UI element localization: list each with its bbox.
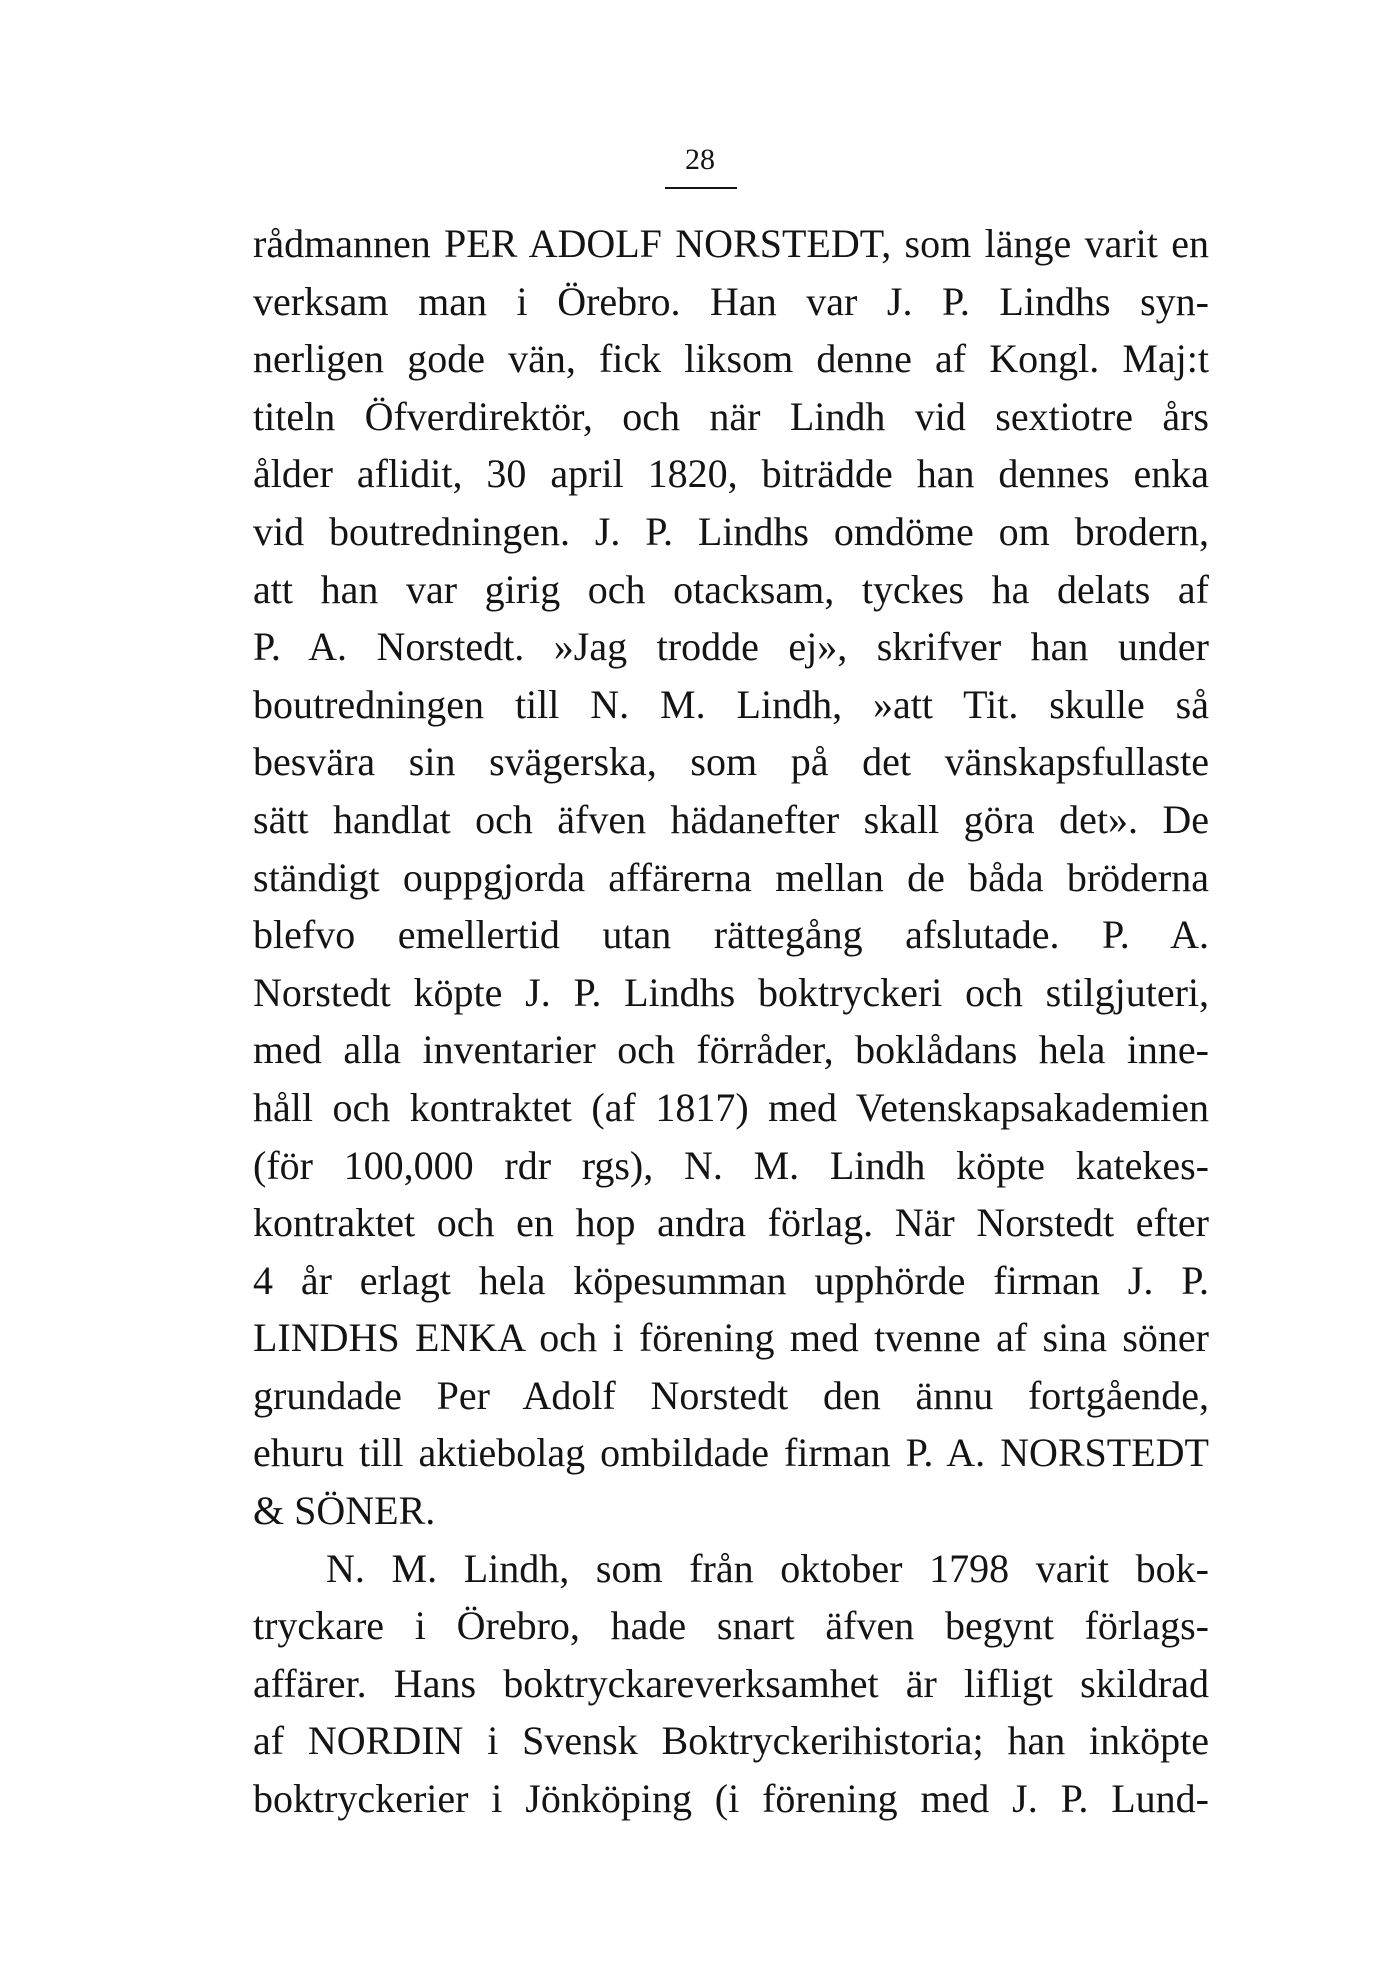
text-line: boutredningen till N. M. Lindh, »att Tit. skulle så: [253, 681, 1209, 727]
text-line: LINDHS ENKA och i förening med tvenne af sina söner: [253, 1315, 1209, 1361]
text-line-paragraph-start: N. M. Lindh, som från oktober 1798 varit bok-: [326, 1545, 1209, 1591]
text-line: håll och kontraktet (af 1817) med Vetenskapsakademien: [253, 1084, 1209, 1130]
text-line-paragraph-end: & SÖNER.: [253, 1488, 436, 1534]
text-line: sätt handlat och äfven hädanefter skall göra det». De: [253, 796, 1209, 842]
text-line: grundade Per Adolf Norstedt den ännu fortgående,: [253, 1372, 1209, 1418]
text-line: besvära sin svägerska, som på det vänskapsfullaste: [253, 739, 1209, 785]
text-line: ålder aflidit, 30 april 1820, biträdde han dennes enka: [253, 451, 1209, 497]
text-body: [253, 215, 1209, 1828]
page-number-rule: [665, 187, 737, 189]
text-line: 4 år erlagt hela köpesumman upphörde firman J. P.: [253, 1257, 1209, 1303]
text-line: nerligen gode vän, fick liksom denne af Kongl. Maj:t: [253, 336, 1209, 382]
text-line: boktryckerier i Jönköping (i förening med J. P. Lund-: [253, 1776, 1209, 1822]
text-line: rådmannen PER ADOLF NORSTEDT, som länge varit en: [253, 221, 1209, 266]
text-line: tryckare i Örebro, hade snart äfven begynt förlags-: [253, 1603, 1209, 1649]
text-line: P. A. Norstedt. »Jag trodde ej», skrifver han under: [253, 624, 1209, 670]
text-line: Norstedt köpte J. P. Lindhs boktryckeri och stilgjuteri,: [253, 969, 1209, 1015]
text-line: ehuru till aktiebolag ombildade firman P. A. NORSTEDT: [253, 1430, 1209, 1476]
text-line: af NORDIN i Svensk Boktryckerihistoria; han inköpte: [253, 1718, 1209, 1764]
text-line: blefvo emellertid utan rättegång afslutade. P. A.: [253, 912, 1209, 958]
text-line: med alla inventarier och förråder, boklådans hela inne-: [253, 1027, 1209, 1073]
text-line: affärer. Hans boktryckareverksamhet är lifligt skildrad: [253, 1660, 1209, 1706]
text-line: verksam man i Örebro. Han var J. P. Lindhs syn-: [253, 278, 1209, 324]
text-line: vid boutredningen. J. P. Lindhs omdöme om brodern,: [253, 508, 1209, 554]
text-line: att han var girig och otacksam, tyckes ha delats af: [253, 566, 1209, 612]
text-line: ständigt ouppgjorda affärerna mellan de båda bröderna: [253, 854, 1209, 900]
text-line: (för 100,000 rdr rgs), N. M. Lindh köpte katekes-: [253, 1142, 1209, 1188]
text-line: kontraktet och en hop andra förlag. När Norstedt efter: [253, 1200, 1209, 1246]
page-number: 28: [685, 143, 715, 176]
text-line: titeln Öfverdirektör, och när Lindh vid sextiotre års: [253, 393, 1209, 439]
